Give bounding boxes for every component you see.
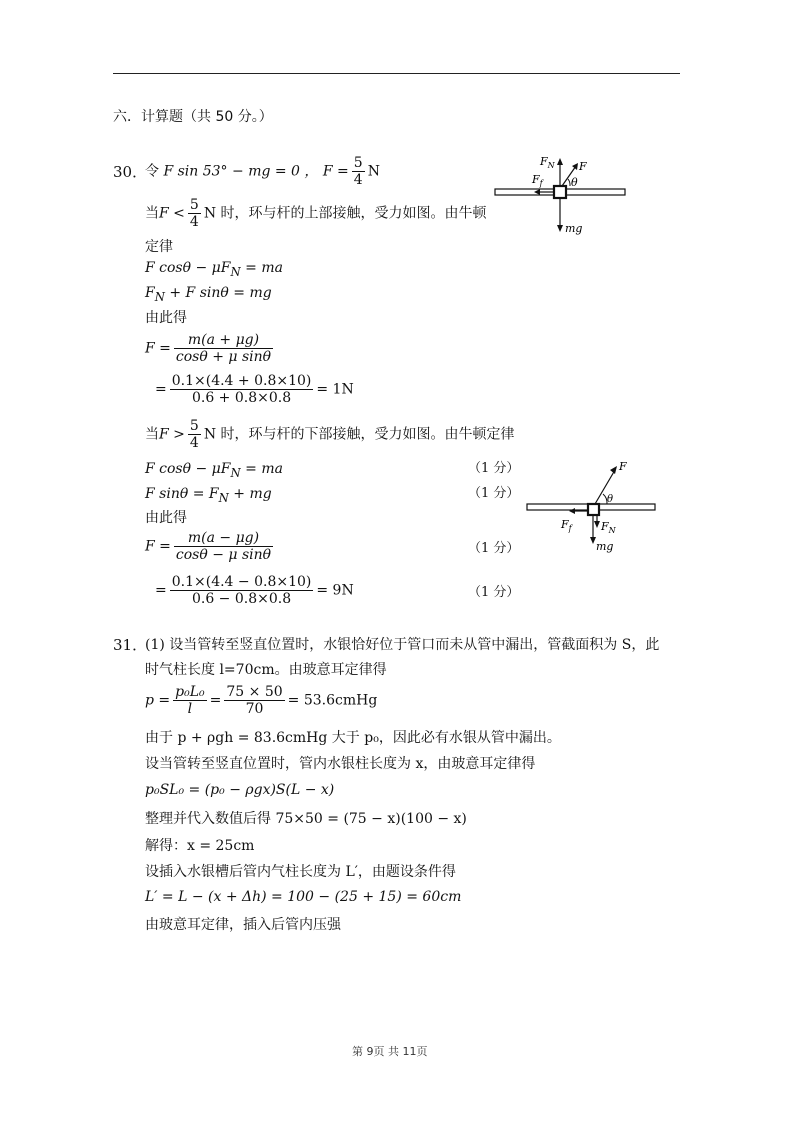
equation: = 53.6cmHg [287,692,378,709]
fraction [170,574,314,607]
label-fn: $F_N$ [540,155,555,170]
equation-line [145,332,276,365]
arrowhead [557,225,563,232]
equation: F = [145,340,171,357]
text-line: (1) 设当管转至竖直位置时，水银恰好位于管口而未从管中漏出，管截面积为 S，此 [145,637,660,653]
force-diagram-lower [525,456,660,558]
text-line: 由此得 [145,310,187,326]
question-number: 30． [113,163,148,181]
fraction [188,197,201,230]
numerator: 5 [353,155,363,171]
arrowhead [534,189,540,195]
text-line: 定律 [145,239,173,255]
label-f: F [619,460,627,473]
equation: = 9N [316,582,354,599]
numerator: 75 × 50 [226,684,283,700]
numerator: m(a + μg) [174,332,273,349]
equation: = ma [240,461,283,477]
equation: F = [145,538,171,555]
equation: = [209,692,222,709]
label-mg: mg [596,540,614,553]
score-label: （1 分） [468,486,520,501]
question-number: 31． [113,636,148,654]
numerator: 5 [189,418,199,434]
equation: + mg [228,486,272,502]
label-ff: $F_f$ [561,518,572,533]
text-line: 整理并代入数值后得 75×50 = (75 − x)(100 − x) [145,811,467,827]
score-label: （1 分） [468,585,520,600]
text-line: 设当管转至竖直位置时，管内水银柱长度为 x，由玻意耳定律得 [145,756,536,772]
fraction [174,332,273,365]
denominator: cosθ + μ sinθ [175,349,272,365]
denominator: 4 [353,172,363,188]
numerator: 5 [189,197,199,213]
equation-line [145,530,276,563]
text: 当 [145,426,159,443]
equation: = [155,582,167,599]
arrowhead [572,163,578,170]
equation: F sin 53° − mg = 0 ， [163,163,319,180]
section-title: 六．计算题（共 50 分。） [113,109,273,125]
equation: F [145,285,155,301]
denominator: 0.6 + 0.8×0.8 [191,390,292,406]
equation-line [145,284,272,306]
equation: p = [145,692,171,709]
text-line: 解得：x = 25cm [145,838,255,854]
equation: F < [159,205,185,222]
denominator: 70 [245,701,264,717]
denominator: l [187,701,193,717]
unit: N [367,163,380,180]
subscript: N [230,264,241,279]
text: 当 [145,205,159,222]
equation: = 1N [316,381,354,398]
equation-line: p₀SL₀ = (p₀ − ρgx)S(L − x) [145,782,335,798]
equation: F cosθ − μF [145,260,231,276]
text: 令 [145,163,164,180]
arrowhead [557,158,563,165]
fraction [170,373,314,406]
equation: F = [322,163,349,180]
subscript: N [230,465,241,480]
subscript: N [218,490,229,505]
denominator: 4 [189,214,199,230]
equation: F sinθ = F [145,486,219,502]
arrowhead [569,508,575,514]
denominator: cosθ − μ sinθ [175,547,272,563]
equation: F > [159,426,185,443]
label-theta: θ [607,494,614,505]
text-line: 由玻意耳定律，插入后管内压强 [145,917,341,933]
text-line: 由于 p + ρgh = 83.6cmHg 大于 p₀，因此必有水银从管中漏出。 [145,730,561,746]
label-f: F [579,160,587,173]
subscript: N [154,289,165,304]
equation-line [145,460,283,482]
fraction [224,684,284,717]
arrowhead [610,466,617,474]
text: N 时，环与杆的下部接触，受力如图。由牛顿定律 [203,426,515,443]
equation: F cosθ − μF [145,461,231,477]
equation-line [145,684,377,717]
header-rule [113,73,680,74]
equation-line [155,373,354,406]
text: N 时，环与杆的上部接触，受力如图。由牛顿 [203,205,487,222]
numerator: 0.1×(4.4 − 0.8×10) [171,574,312,590]
ring [588,504,599,515]
text-line [145,197,487,230]
force-diagram-upper [490,152,630,244]
text-line: 由此得 [145,510,187,526]
arrowhead [594,521,600,528]
equation-line [145,485,272,507]
score-label: （1 分） [468,541,520,556]
numerator: m(a − μg) [174,530,273,547]
denominator: 4 [189,435,199,451]
equation-line [145,259,283,281]
numerator: 0.1×(4.4 + 0.8×10) [171,373,312,389]
text-line [145,418,515,451]
fraction [352,155,365,188]
label-ff: $F_f$ [532,173,543,188]
equation-line [155,574,354,607]
fraction [174,530,273,563]
equation: + F sinθ = mg [164,285,272,301]
numerator: p₀L₀ [175,684,205,700]
denominator: 0.6 − 0.8×0.8 [191,591,292,607]
page-footer: 第 9页 共 11页 [352,1045,428,1058]
label-fn: $F_N$ [601,520,616,535]
equation-line [145,155,380,188]
equation-line: L′ = L − (x + Δh) = 100 − (25 + 15) = 60cm [145,889,462,905]
angle-arc [568,179,570,186]
equation: = ma [240,260,283,276]
text-line: 时气柱长度 l=70cm。由玻意耳定律得 [145,662,387,678]
label-theta: θ [571,176,578,189]
label-mg: mg [565,222,583,235]
equation: = [155,381,167,398]
fraction [173,684,206,717]
fraction [188,418,201,451]
text-line: 设插入水银槽后管内气柱长度为 L′，由题设条件得 [145,864,456,880]
score-label: （1 分） [468,461,520,476]
ring [554,186,566,198]
